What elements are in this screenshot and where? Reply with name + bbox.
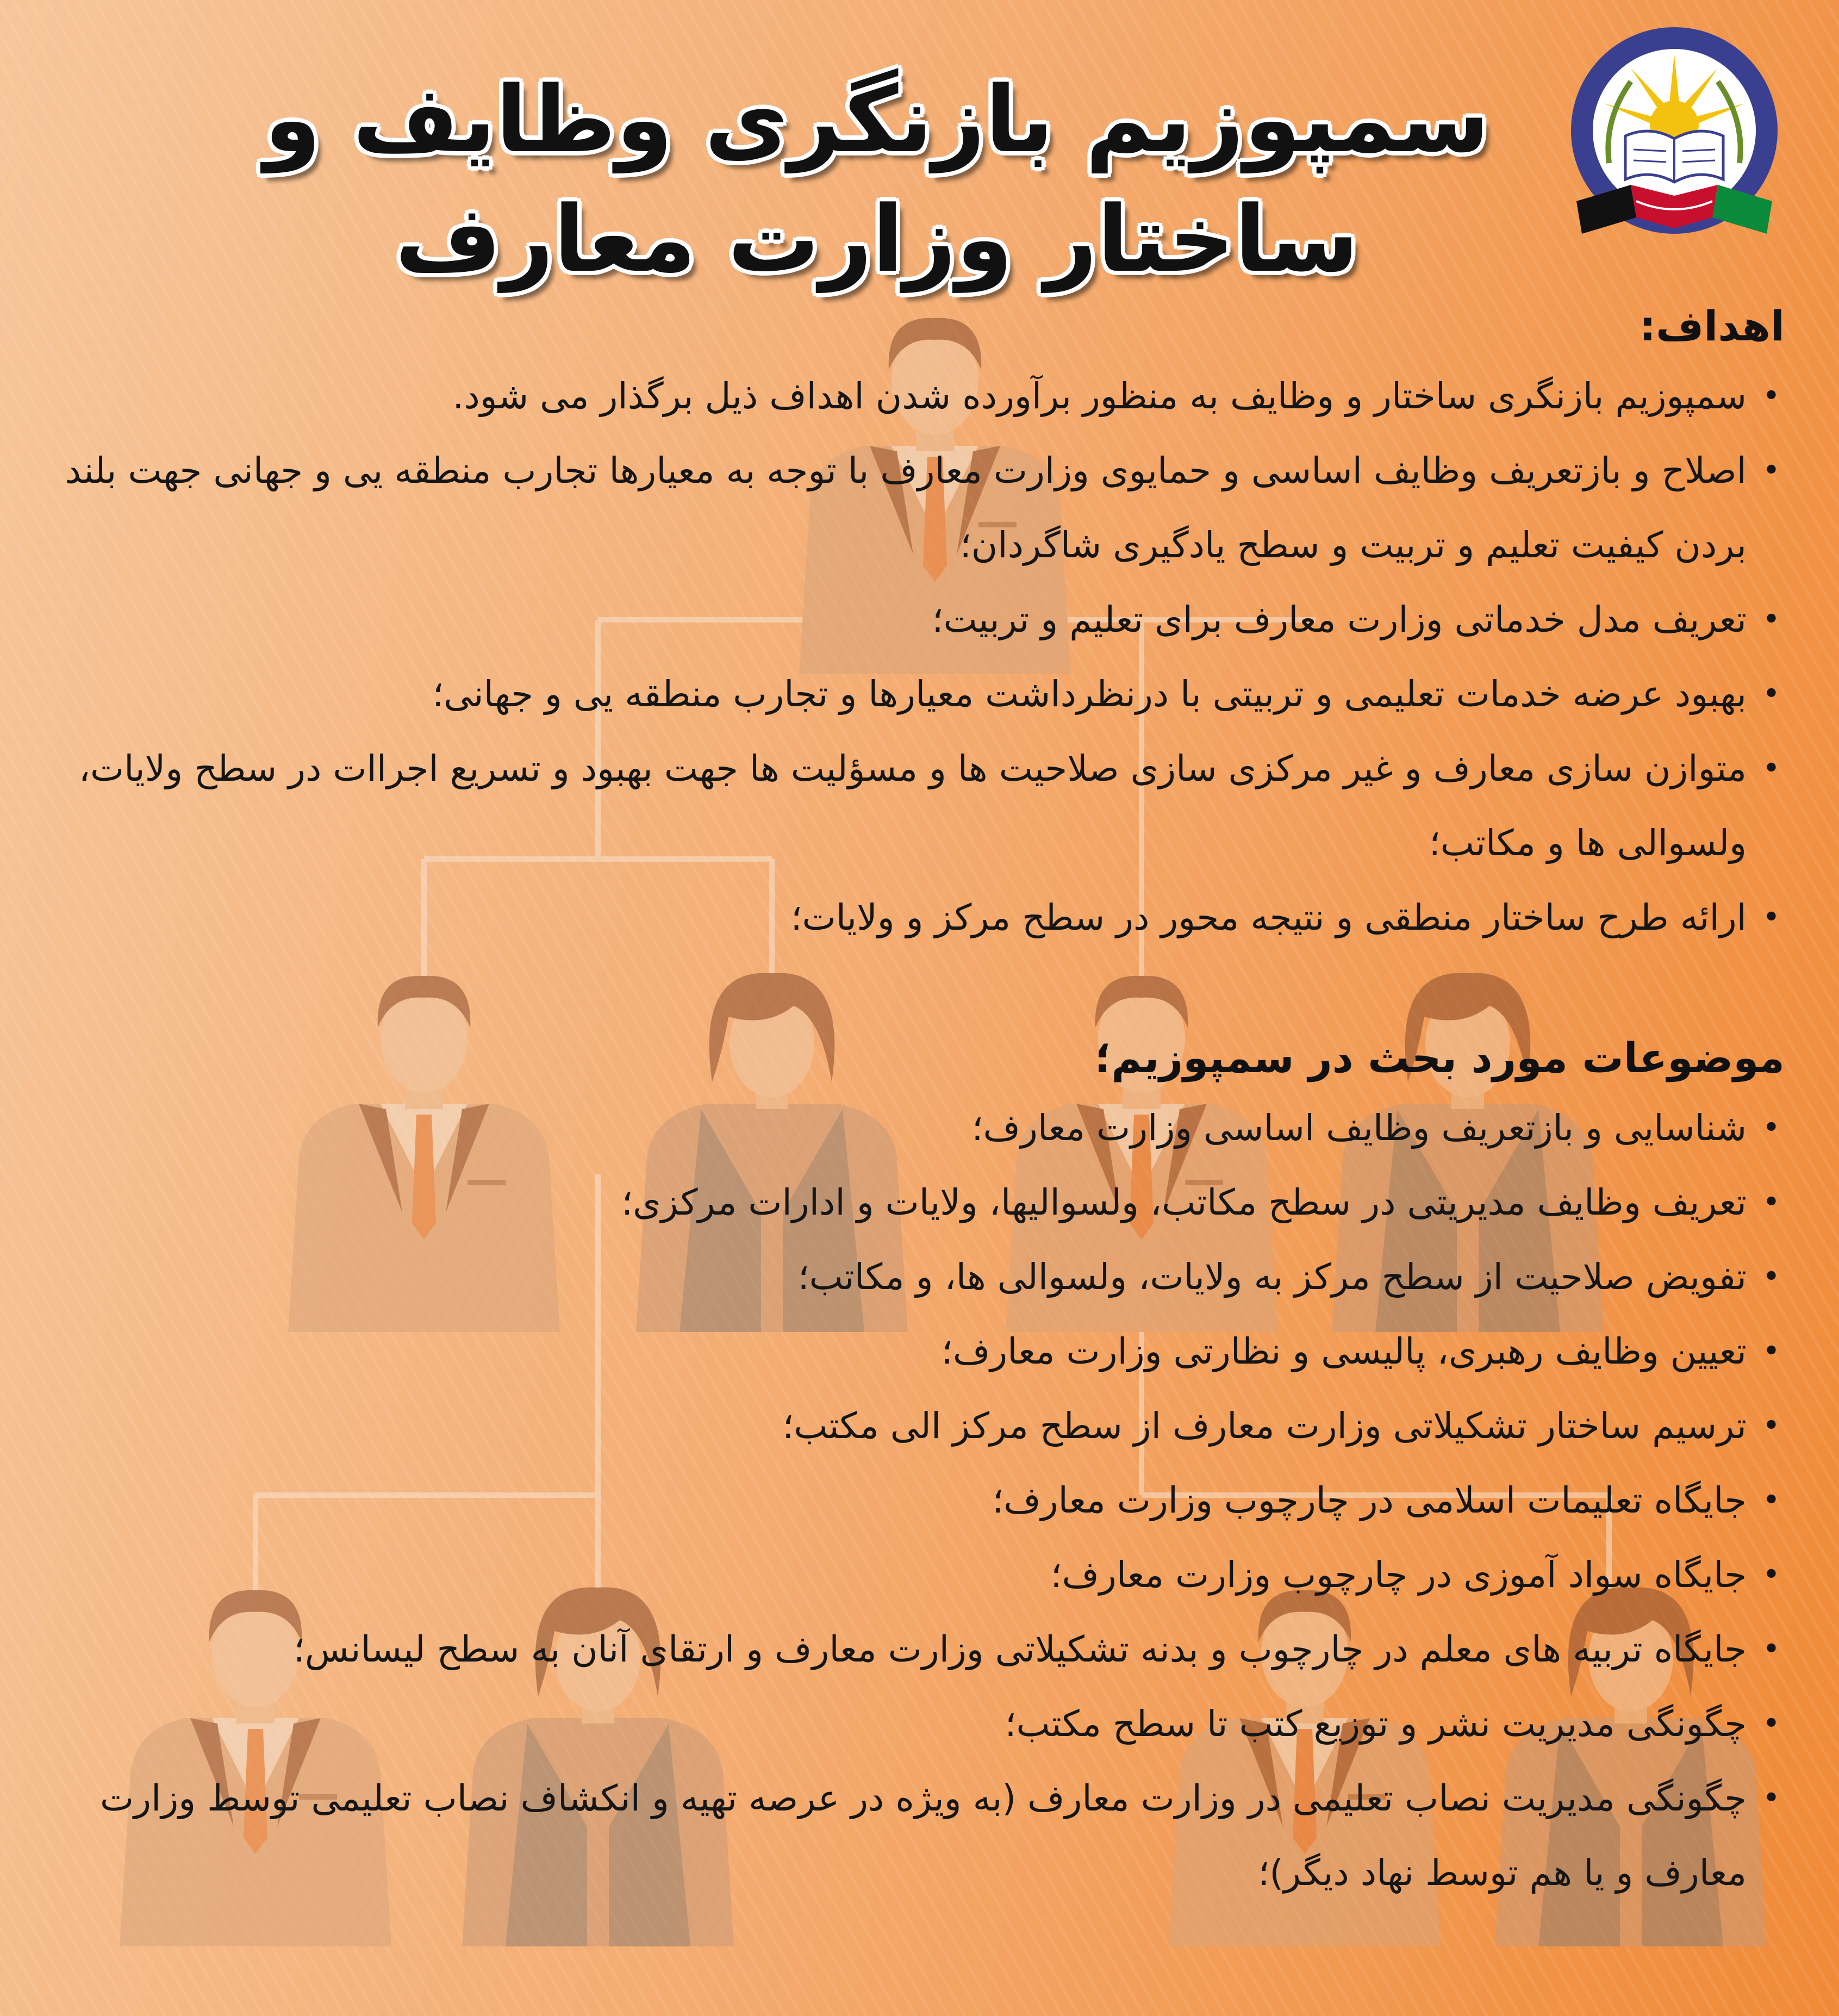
list-item: • شناسایی و بازتعریف وظایف اساسی وزارت معارف؛ xyxy=(54,1091,1785,1165)
bullet-icon: • xyxy=(1762,602,1780,637)
bullet-icon: • xyxy=(1762,1408,1780,1443)
topics-list xyxy=(54,1091,1785,1910)
list-item: • اصلاح و بازتعریف وظایف اساسی و حمایوی وزارت معارف با توجه به معیارها تجارب منطقه یی و جهانی جهت بلند بردن کیفیت تعلیم و تربیت و سطح یادگیری شاگردان؛ xyxy=(54,433,1785,582)
list-item: • بهبود عرضه خدمات تعلیمی و تربیتی با درنظرداشت معیارها و تجارب منطقه یی و جهانی؛ xyxy=(54,657,1785,731)
list-item: • تعریف مدل خدماتی وزارت معارف برای تعلیم و تربیت؛ xyxy=(54,582,1785,657)
bullet-icon: • xyxy=(1762,1781,1780,1816)
list-item: • چگونگی مدیریت نصاب تعلیمی در وزارت معارف (به ویژه در عرصه تهیه و انکشاف نصاب تعلیمی توسط وزارت معارف و یا هم توسط نهاد دیگر)؛ xyxy=(54,1761,1785,1910)
bullet-icon: • xyxy=(1762,1706,1780,1741)
list-item: • جایگاه سواد آموزی در چارچوب وزارت معارف؛ xyxy=(54,1538,1785,1612)
bullet-icon: • xyxy=(1762,378,1780,414)
list-item: • ترسیم ساختار تشکیلاتی وزارت معارف از سطح مرکز الی مکتب؛ xyxy=(54,1389,1785,1463)
list-item: • متوازن سازی معارف و غیر مرکزی سازی صلاحیت ها و مسؤلیت ها جهت بهبود و تسریع اجراات در سطح ولایات، ولسوالی ها و مکاتب؛ xyxy=(54,731,1785,880)
list-item: • تفویض صلاحیت از سطح مرکز به ولایات، ولسوالی ها، و مکاتب؛ xyxy=(54,1240,1785,1314)
bullet-icon: • xyxy=(1762,1110,1780,1146)
objectives-heading: اهداف: xyxy=(1639,302,1785,350)
topics-heading: موضوعات مورد بحث در سمپوزیم؛ xyxy=(1094,1034,1785,1082)
objectives-list xyxy=(54,359,1785,955)
list-item: • تعیین وظایف رهبری، پالیسی و نظارتی وزارت معارف؛ xyxy=(54,1314,1785,1389)
bullet-icon: • xyxy=(1762,1557,1780,1592)
list-item: • ارائه طرح ساختار منطقی و نتیجه محور در سطح مرکز و ولایات؛ xyxy=(54,880,1785,955)
main-content xyxy=(54,294,1785,1910)
bullet-icon: • xyxy=(1762,676,1780,712)
page-title: سمپوزیم بازنگری وظایف و ساختار وزارت معارف xyxy=(264,66,1490,293)
list-item: • تعریف وظایف مدیریتی در سطح مکاتب، ولسوالیها، ولایات و ادارات مرکزی؛ xyxy=(54,1165,1785,1240)
bullet-icon: • xyxy=(1762,1483,1780,1518)
list-item: • چگونگی مدیریت نشر و توزیع کتب تا سطح مکتب؛ xyxy=(54,1687,1785,1761)
list-item: • جایگاه تعلیمات اسلامی در چارچوب وزارت معارف؛ xyxy=(54,1463,1785,1538)
ministry-emblem-icon xyxy=(1566,22,1783,261)
bullet-icon: • xyxy=(1762,1632,1780,1667)
bullet-icon: • xyxy=(1762,900,1780,935)
bullet-icon: • xyxy=(1762,1185,1780,1220)
bullet-icon: • xyxy=(1762,1259,1780,1295)
bullet-icon: • xyxy=(1762,751,1780,786)
list-item: • سمپوزیم بازنگری ساختار و وظایف به منظور برآورده شدن اهداف ذیل برگذار می شود. xyxy=(54,359,1785,433)
list-item: • جایگاه تربیه های معلم در چارچوب و بدنه تشکیلاتی وزارت معارف و ارتقای آنان به سطح لیسانس؛ xyxy=(54,1612,1785,1687)
bullet-icon: • xyxy=(1762,453,1780,488)
bullet-icon: • xyxy=(1762,1334,1780,1369)
